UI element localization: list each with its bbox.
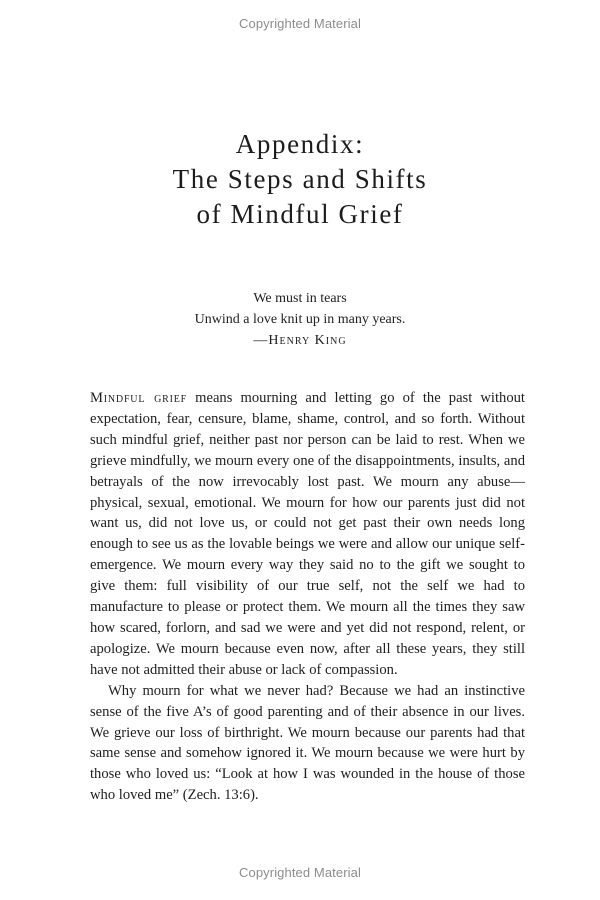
epigraph-attribution: —Henry King [253, 333, 347, 348]
copyright-watermark-top: Copyrighted Material [239, 16, 361, 31]
epigraph-line: Unwind a love knit up in many years. [194, 312, 406, 327]
chapter-title-line: The Steps and Shifts [172, 164, 428, 194]
chapter-title-line: of Mindful Grief [196, 199, 404, 229]
copyright-watermark-bottom: Copyrighted Material [239, 865, 361, 880]
epigraph-line: We must in tears [253, 291, 347, 306]
paragraph-text: means mourning and letting go of the past without expectation, fear, censure, blame, shame, control, and so forth. Without such mindful grief, neither past nor person can be laid to rest. When we grieve mindfully, we mourn every one of the disappointments, insults, and betrayals of the now irrevocably lost past. We mourn any abuse—physical, sexual, emotional. We mourn for how our parents just did not want us, did not love us, or could not get past their own needs long enough to see us as the lovable beings we were and allow our unique self-emergence. We mourn every way they said no to the gift we sought to give them: full visibility of our true self, not the self we had to manufacture to please or protect them. We mourn all the times they saw how scared, forlorn, and sad we were and yet did not respond, relent, or apologize. We mourn because even now, after all these years, they still have not admitted their abuse or lack of compassion. [90, 390, 525, 678]
paragraph [90, 388, 525, 681]
chapter-title [0, 127, 600, 232]
paragraph-lead-words: Mindful grief [90, 390, 188, 406]
paragraph: Why mourn for what we never had? Because we had an instinctive sense of the five A’s of good parenting and of their absence in our lives. We grieve our loss of birthright. We mourn because our parents had that same sense and somehow ignored it. We mourn because we were hurt by those who loved us: “Look at how I was wounded in the house of those who loved me” (Zech. 13:6). [90, 682, 525, 804]
epigraph [0, 288, 600, 351]
body-text [90, 388, 525, 806]
chapter-title-line: Appendix: [235, 129, 365, 159]
